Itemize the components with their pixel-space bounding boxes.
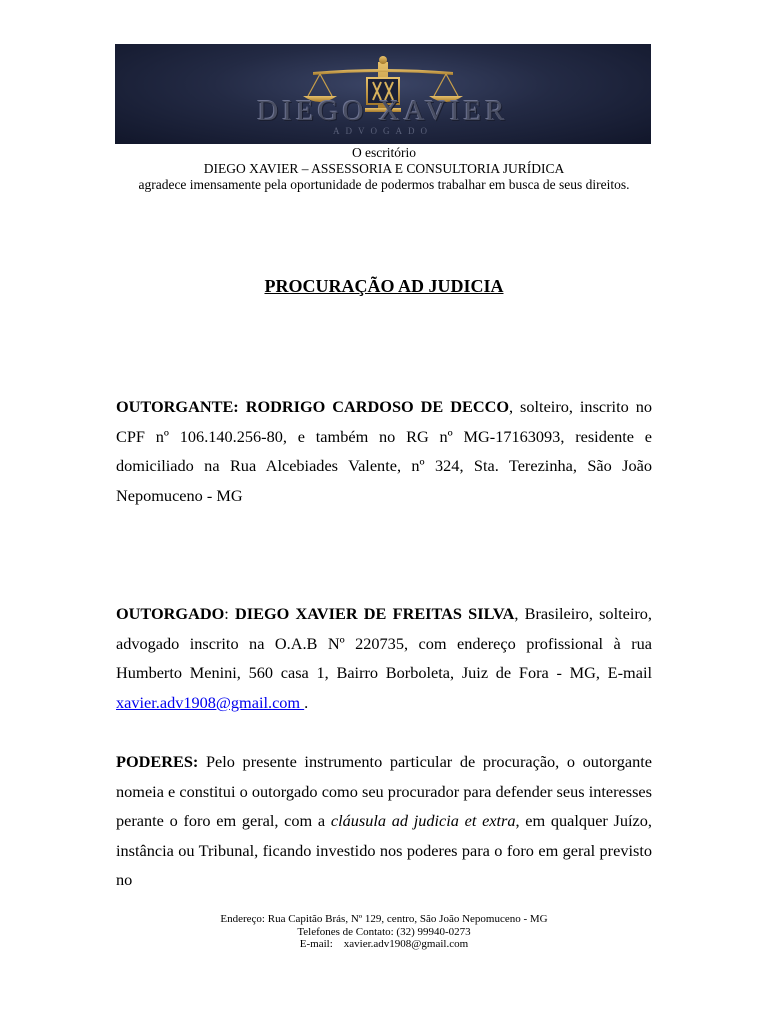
poderes-label: PODERES:: [116, 752, 199, 771]
outorgante-paragraph: [116, 392, 652, 510]
intro-line-1: O escritório: [351, 145, 417, 160]
poderes-text-2: , em qualquer Juízo, instância ou Tribunal, ficando investido nos poderes para o foro em geral previsto no: [116, 811, 652, 889]
outorgado-end: .: [304, 692, 309, 712]
outorgado-paragraph: [116, 599, 652, 717]
outorgado-name: DIEGO XAVIER DE FREITAS SILVA: [235, 604, 515, 623]
footer-email-label: E-mail:: [299, 938, 333, 950]
brand-subtitle: ADVOGADO: [333, 126, 433, 136]
intro-block: [110, 145, 658, 193]
outorgante-text: , solteiro, inscrito no CPF nº 106.140.256-80, e também no RG nº MG-17163093, residente e domiciliado na Rua Alcebiades Valente, nº 324, Sta. Terezinha, São João Nepomuceno - MG: [116, 397, 652, 505]
brand-name: DIEGO XAVIER: [257, 95, 509, 127]
outorgado-separator: :: [224, 604, 235, 623]
poderes-clause: cláusula ad judicia et extra: [330, 811, 516, 830]
poderes-paragraph: [116, 747, 652, 895]
poderes-text-1: Pelo presente instrumento particular de procuração, o outorgante nomeia e constitui o outorgado como seu procurador para defender seus interesses perante o foro em geral, com a: [116, 752, 652, 830]
outorgante-label: OUTORGANTE:: [116, 397, 239, 416]
intro-line-3: agradece imensamente pela oportunidade de podermos trabalhar em busca de seus direitos.: [138, 177, 630, 192]
footer-phones: Telefones de Contato: (32) 99940-0273: [297, 925, 471, 938]
document-title: PROCURAÇÃO AD JUDICIA: [264, 276, 504, 296]
footer-email: xavier.adv1908@gmail.com: [343, 938, 469, 950]
footer-email-line: [0, 938, 768, 951]
footer-address: Endereço: Rua Capitão Brás, Nº 129, centro, São João Nepomuceno - MG: [220, 913, 548, 925]
header-banner: [115, 44, 651, 144]
footer: [0, 913, 768, 951]
outorgado-text: , Brasileiro, solteiro, advogado inscrito na O.A.B Nº 220735, com endereço profissional à rua Humberto Menini, 560 casa 1, Bairro Borboleta, Juiz de Fora - MG, E-mail: [116, 604, 653, 682]
intro-line-2: DIEGO XAVIER – ASSESSORIA E CONSULTORIA JURÍDICA: [203, 161, 565, 176]
outorgante-name: RODRIGO CARDOSO DE DECCO: [245, 397, 510, 416]
outorgado-label: OUTORGADO: [116, 604, 225, 623]
email-link[interactable]: xavier.adv1908@gmail.com: [116, 692, 305, 712]
